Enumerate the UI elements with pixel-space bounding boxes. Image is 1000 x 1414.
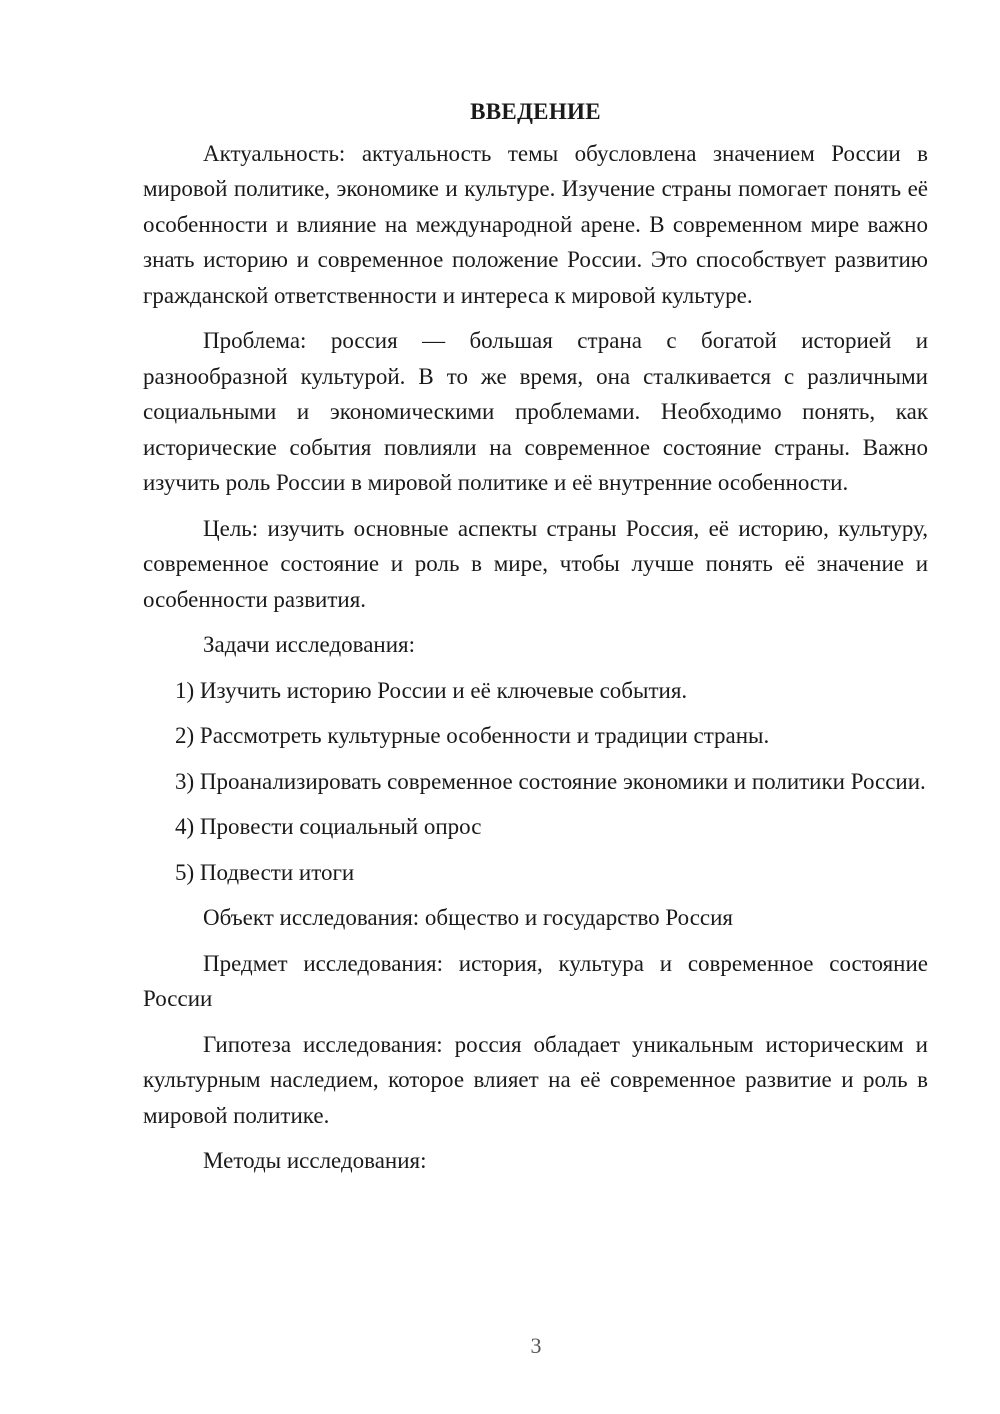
problem-paragraph: Проблема: россия — большая страна с богатой историей и разнообразной культурой. В то же время, она сталкивается с различными социальными и экономическими проблемами. Необходимо понять, как исторические события повлияли на современное состояние страны. Важно изучить роль России в мировой политике и её внутренние особенности. [143, 328, 928, 495]
page-title: ВВЕДЕНИЕ [470, 99, 601, 124]
hypothesis-paragraph: Гипотеза исследования: россия обладает уникальным историческим и культурным наследием, которое влияет на её современное развитие и роль в мировой политике. [143, 1031, 928, 1128]
subject-paragraph: Предмет исследования: история, культура и современное состояние России [143, 950, 928, 1011]
task-item-4: 4) Провести социальный опрос [175, 814, 482, 839]
task-item-1: 1) Изучить историю России и её ключевые события. [175, 677, 688, 703]
relevance-paragraph: Актуальность: актуальность темы обусловлена значением России в мировой политике, экономике и культуре. Изучение страны помогает понять её особенности и влияние на международной арене. В современном мире важно знать историю и современное положение России. Это способствует развитию гражданской ответственности и интереса к мировой культуре. [143, 140, 928, 308]
goal-paragraph: Цель: изучить основные аспекты страны Россия, её историю, культуру, современное состояние и роль в мире, чтобы лучше понять её значение и особенности развития. [143, 515, 928, 612]
object-paragraph: Объект исследования: общество и государство Россия [203, 905, 733, 930]
task-item-3: 3) Проанализировать современное состояние экономики и политики России. [175, 768, 926, 794]
task-item-5: 5) Подвести итоги [175, 859, 355, 885]
tasks-heading: Задачи исследования: [203, 632, 416, 657]
page-number: 3 [530, 1333, 542, 1358]
document-page [143, 94, 928, 1189]
methods-heading: Методы исследования: [203, 1148, 427, 1173]
task-item-2: 2) Рассмотреть культурные особенности и традиции страны. [175, 723, 770, 748]
